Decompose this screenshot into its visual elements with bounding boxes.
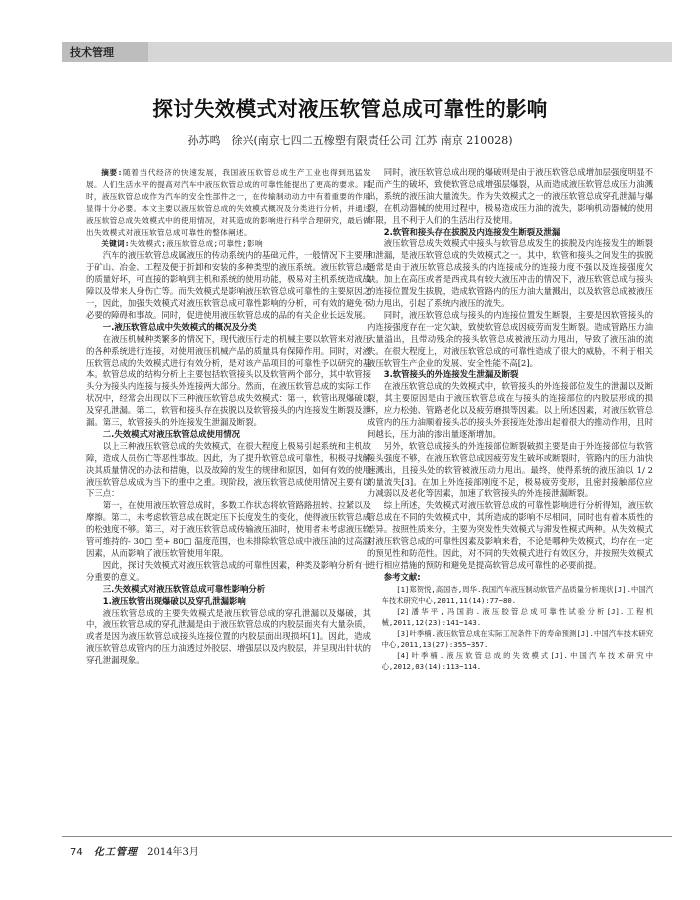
header-bar xyxy=(62,42,672,62)
left-column xyxy=(86,167,371,667)
abstract-label: 摘要: xyxy=(101,168,123,177)
subsection-1-heading: 1.液压软管出现爆破以及穿孔泄漏影响 xyxy=(102,595,246,606)
keywords-label: 关键词: xyxy=(101,239,130,249)
keywords xyxy=(86,238,371,250)
section-1-paragraph: 在液压机械种类繁多的情况下，现代液压行走的机械主要以软管来对液压的各种系统进行连接，对使用液压机械产品的质量具有保障作用。同时，对液压软管总成的失效模式进行有效分析，是对该产品项目的可靠性予以研究的基本。软管总成的结构分析上主要包括软管接头以及软管两个部分，其中软管接头分为接头内连接与接头外连接两大部分。然而，在液压软管总成的实际工作状况中，经常会出现以下三种液压软管总成失效模式：第一，软管出现爆破以及穿孔泄漏。第二，软管和接头存在拔脱以及软管接头的内连接发生断裂及泄漏。第三，软管接头的外连接发生泄漏及断裂。 xyxy=(86,333,371,428)
section-1-heading: 一.液压软管总成中失效模式的概况及分类 xyxy=(102,321,257,332)
abstract-text: 随着当代经济的快速发展，我国液压软管总成生产工业也得到迅猛发展。人们生活水平的提高对汽车中液压软管总成的可靠性能提出了更高的要求。同时，液压软管总成作为汽车的安全性部件之一，在传输制动动力中有着重要的作用显得十分必要。本文主要以液压软管总成的失效模式概况及分类进行分析，并通过液压软管总成失效模式中的使用情况，对其造成的影响进行科学合理研究，最后做出失效模式对液压软管总成可靠性的整体阐述。 xyxy=(86,168,371,237)
article-title: 探讨失效模式对液压软管总成可靠性的影响 xyxy=(152,97,548,121)
section-2-paragraph-3: 因此，探讨失效模式对液压软管总成的可靠性因素，种类及影响分析有十分重要的意义。 xyxy=(86,559,371,582)
section-2-paragraph-2: 第一，在使用液压软管总成时，多数工作状态将软管路路扭转、拉紧以及摩擦。第二，未考虑软管总成在既定压下长度发生的变化，使得液压软管总成的松弛度不够。第三，对于液压软管总成传输液压油时，使用者未考虑液压软管可维持的- 30□ 至+ 80□ 温度范围，也未排除软管总成中液压油的过高温因素，从而影响了液压软管使用年限。 xyxy=(86,500,371,558)
intro-paragraph: 汽车的液压软管总成属液压的传动系统内的基础元件，一般情况下主要用于矿山、冶金、工程及便于折卸和安装的多种类型的液压系统。液压软管总成的质量好坏，可直接的影响到主机和系统的使用功能，极易对主机系统造成故障以及带来人身伤亡等。而失效模式是影响液压软管总成可靠性的主要原因之一，因此，加强失效模式对液压软管总成可靠性影响的分析，可有效的避免不必要的障碍和事故。同时，促进使用液压软管总成的品的有关企业长远发展。 xyxy=(86,250,371,320)
page-header xyxy=(0,0,700,62)
footer-divider xyxy=(62,836,672,837)
subsection-3-paragraph-1: 在液压软管总成的失效模式中，软管接头的外连接部位发生的泄漏以及断裂，其主要原因是由于液压软管总成在与接头的连接部位的内胶层形成的损坏，应力松弛、管路老化以及疲劳磨损等因素。以上所述因素，对液压软管总成管内的压力油顺着接头芯的接头外套接连处渗出起着很大的推动作用，且时间越长，压力油的渗出量逐渐增加。 xyxy=(367,381,653,439)
issue-date: 2014年3月 xyxy=(147,847,199,858)
section-2-heading: 二.失效模式对液压软管总成使用情况 xyxy=(102,428,240,439)
authors-line: 孙苏鸣 徐兴(南京七四二五橡塑有限责任公司 江苏 南京 210028) xyxy=(187,134,513,147)
references-heading: 参考文献: xyxy=(383,571,421,582)
journal-name: 化工管理 xyxy=(93,847,138,858)
subsection-1-paragraph: 液压软管总成的主要失效模式是液压软管总成的穿孔泄漏以及爆破，其中，液压软管总成的穿孔泄漏是由于液压软管总成的内胶层面夹有大量杂质，或者是因为液压软管总成接头连接位置的内胶层面出现损坏[1]。因此，造成液压软管总成管内的压力油透过外胶层、增强层以及内胶层，并呈现出针状的穿孔泄漏现象。 xyxy=(86,607,371,666)
subsection-2-paragraph-1: 液压软管总成失效模式中接头与软管总成发生的拔脱及内连接发生的断裂和泄漏，是液压软管总成的失效模式之一。其中，软管和接头之间发生的拔脱通常是由于液压软管总成接头的内连接成分的连接力度不强以及连接强度欠缺。加上在高压或者是西戎具有较大液压冲击的情况下，液压软管总成与接头的连接位置发生拔脱，造成软管路内的压力油大量溅出，以及软管总成被液压动力甩出，引起了系统内液压的流失。 xyxy=(367,238,653,308)
right-column xyxy=(367,167,653,672)
page-footer xyxy=(70,843,199,858)
section-label: 技术管理 xyxy=(70,46,114,59)
section-2-paragraph-1: 以上三种液压软管总成的失效模式，在很大程度上极易引起系统和主机故障，造成人员伤亡等恶性事故。因此，为了提升软管总成可靠性，积极寻找解决其质量情况的办法和措施，以及故障的发生的规律和原因，如何有效的使用液压软管总成成为当下的重中之重。现阶段，液压软管总成使用情况主要有以下三点： xyxy=(86,440,371,499)
reference-item: [4]叶季楠.液压软管总成的失效模式[J].中国汽车技术研究中心,2012,03(14):113~114. xyxy=(381,650,653,671)
keywords-text: 失效模式;液压软管总成;可靠性;影响 xyxy=(129,239,263,249)
reference-item: [1]郑贺悦,高国杏,周华.我国汽车液压制动软管产品质量分析现状[J].中国汽车技术研究中心,2011,11(14):77~80. xyxy=(381,584,653,605)
page-number: 74 xyxy=(70,847,83,858)
conclusion-paragraph: 综上所述，失效模式对液压软管总成的可靠性影响进行分析得知，液压软管总成在不同的失效模式中，其所造成的影响不尽相同，同时也有着本质性的差异。按照性质来分，主要为突发性失效模式与滞发性模式两种。从失效模式对液压软管总成的可靠性因素及影响来看，不论是哪种失效模式，均存在一定的预见性和防范性。因此，对不同的失效模式进行有效区分，并按照失效模式进行相应措施的预防和避免是提高软管总成可靠性的必要前提。 xyxy=(367,500,653,570)
abstract xyxy=(86,167,371,238)
subsection-2-heading: 2.软管和接头存在拔脱及内连接发生断裂及泄漏 xyxy=(383,226,561,237)
reference-item: [3]叶季楠.液压软管总成在实际工况条件下的寿命预测[J].中国汽车技术研究中心,2011,13(27):355~357. xyxy=(381,628,653,649)
reference-item: [2]潘华平,冯国韵.液压胶管总成可靠性试验分析[J].工程机械,2011,12(23):141~143. xyxy=(381,606,653,627)
subsection-3-heading: 3.软管接头的外连接发生泄漏及断裂 xyxy=(383,369,519,380)
subsection-2-paragraph-2: 同时，液压软管总成与接头的内连接位置发生断裂，主要是因软管接头的内连接强度存在一定欠缺，致使软管总成因疲劳而发生断裂。造成管路压力油大量溢出，且带动残余的接头软管总成被液压动力甩出，导致了液压油的流失。在很大程度上，对液压软管总成的可靠性造成了很大的威胁，不利于相关液压软管生产企业的发展、安全性能不高[2]。 xyxy=(367,309,653,368)
section-3-heading: 三.失效模式对液压软管总成可靠性影响分析 xyxy=(102,583,266,594)
subsection-1-paragraph-2: 同时，液压软管总成出现的爆破则是由于液压软管总成增加层强度明显不足而产生的破坏，致使软管总成增强层爆裂，从而造成液压软管总成压力油溅出，系统的液压油大量流失。作为失效模式之一的液压软管总成穿孔泄漏与爆裂，在机动器械的使用过程中，极易造成压力油的流失，影响机动器械的使用年限，且不利于人们的生活出行及使用。 xyxy=(367,167,653,225)
subsection-3-paragraph-2: 另外，软管总成接头的外连接部位断裂破损主要是由于外连接部位与软管接头强度不够，在液压软管总成因疲劳发生破坏或断裂时，管路内的压力油快速溅出，且接头处的软管被液压动力甩出。最终，使得系统的液压油以 1/ 2 的量流失[3]。在加上外连接部刚度不足，极易疲劳变形，且密封接触部位应力减弱以及老化等因素，加速了软管接头的外连接泄漏断裂。 xyxy=(367,440,653,499)
